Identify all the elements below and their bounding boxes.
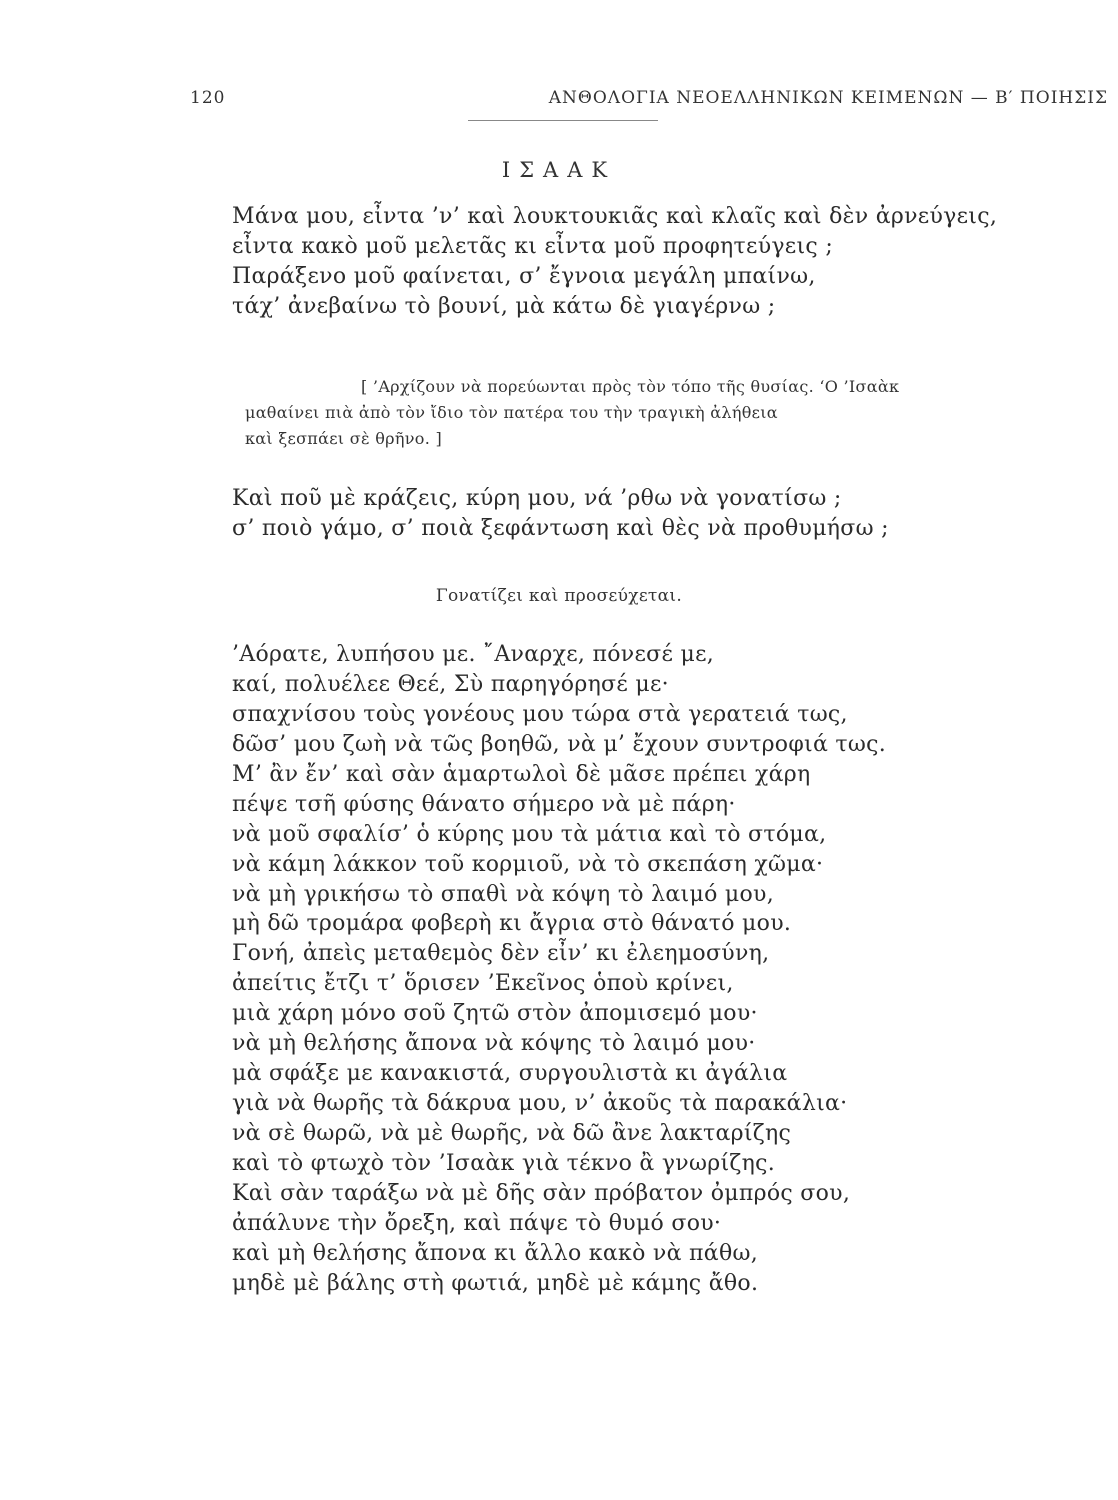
verse-line: Καὶ ποῦ μὲ κράζεις, κύρη μου, νά ’ρθω νὰ γονατίσω ;: [232, 486, 842, 511]
header-rule: [468, 120, 658, 121]
verse-line: νὰ μὴ γρικήσω τὸ σπαθὶ νὰ κόψη τὸ λαιμό μου,: [232, 881, 775, 907]
stanza-1: [232, 202, 997, 322]
verse-line: τάχ’ ἀνεβαίνω τὸ βουνί, μὰ κάτω δὲ γιαγέρνω ;: [232, 293, 776, 319]
note-line: μαθαίνει πιὰ ἀπὸ τὸν ἴδιο τὸν πατέρα του τὴν τραγικὴ ἀλήθεια: [245, 403, 778, 422]
verse-line: ἀπάλυνε τὴν ὄρεξη, καὶ πάψε τὸ θυμό σου·: [232, 1210, 722, 1236]
verse-line: καὶ τὸ φτωχὸ τὸν ’Ισαὰκ γιὰ τέκνο ἂ γνωρίζης.: [232, 1150, 776, 1176]
verse-line: ’Αόρατε, λυπήσου με. ῎Αναρχε, πόνεσέ με,: [232, 642, 715, 667]
verse-line: σπαχνίσου τοὺς γονέους μου τώρα στὰ γερατειά τως,: [232, 701, 848, 727]
verse-line: μὴ δῶ τρομάρα φοβερὴ κι ἄγρια στὸ θάνατό μου.: [232, 911, 792, 937]
verse-line: νὰ μὴ θελήσης ἄπονα νὰ κόψης τὸ λαιμό μου·: [232, 1031, 756, 1057]
verse-line: νὰ μοῦ σφαλίσ’ ὁ κύρης μου τὰ μάτια καὶ τὸ στόμα,: [232, 821, 827, 847]
verse-line: νὰ κάμη λάκκον τοῦ κορμιοῦ, νὰ τὸ σκεπάση χῶμα·: [232, 851, 824, 877]
verse-line: καὶ μὴ θελήσης ἄπονα κι ἄλλο κακὸ νὰ πάθω,: [232, 1240, 759, 1266]
verse-line: εἶντα κακὸ μοῦ μελετᾶς κι εἶντα μοῦ προφητεύγεις ;: [232, 233, 834, 259]
verse-line: καί, πολυέλεε Θεέ, Σὺ παρηγόρησέ με·: [232, 671, 669, 697]
verse-line: γιὰ νὰ θωρῆς τὰ δάκρυα μου, ν’ ἀκοῦς τὰ παρακάλια·: [232, 1091, 848, 1117]
poem-title: ΙΣΑΑΚ: [501, 158, 617, 182]
verse-line: Μάνα μου, εἶντα ’ν’ καὶ λουκτουκιᾶς καὶ κλαῖς καὶ δὲν ἀρνεύγεις,: [232, 204, 998, 229]
stanza-2: [232, 484, 889, 544]
note-line: [ ’Αρχίζουν νὰ πορεύωνται πρὸς τὸν τόπο τῆς θυσίας. ‘Ο ’Ισαὰκ: [361, 377, 900, 396]
verse-line: νὰ σὲ θωρῶ, νὰ μὲ θωρῆς, νὰ δῶ ἂνε λακταρίζης: [232, 1121, 792, 1146]
verse-line: μιὰ χάρη μόνο σοῦ ζητῶ στὸν ἀπομισεμό μου·: [232, 1001, 758, 1027]
verse-line: Γονή, ἀπεὶς μεταθεμὸς δὲν εἶν’ κι ἐλεημοσύνη,: [232, 941, 770, 967]
note-line: καὶ ξεσπάει σὲ θρῆνο. ]: [245, 429, 443, 448]
stage-direction: Γονατίζει καὶ προσεύχεται.: [435, 586, 683, 606]
editorial-note: [245, 374, 1115, 452]
running-head: ΑΝΘΟΛΟΓΙΑ ΝΕΟΕΛΛΗΝΙΚΩΝ ΚΕΙΜΕΝΩΝ — Β′ ΠΟΙΗΣΙΣ: [548, 88, 1108, 108]
verse-line: μηδὲ μὲ βάλης στὴ φωτιά, μηδὲ μὲ κάμης ἄθο.: [232, 1270, 759, 1296]
verse-line: μὰ σφάξε με κανακιστά, συργουλιστὰ κι ἀγάλια: [232, 1061, 788, 1087]
page-header: [190, 88, 1108, 118]
verse-line: δῶσ’ μου ζωὴ νὰ τῶς βοηθῶ, νὰ μ’ ἔχουν συντροφιά τως.: [232, 731, 887, 757]
verse-line: ἀπείτις ἔτζι τ’ ὅρισεν ’Εκεῖνος ὁποὺ κρίνει,: [232, 971, 734, 997]
verse-line: πέψε τσῆ φύσης θάνατο σήμερο νὰ μὲ πάρη·: [232, 791, 736, 817]
verse-line: Μ’ ἂν ἔν’ καὶ σὰν ἁμαρτωλοὶ δὲ μᾶσε πρέπει χάρη: [232, 761, 811, 787]
stanza-3: [232, 640, 886, 1299]
verse-line: σ’ ποιὸ γάμο, σ’ ποιὰ ξεφάντωση καὶ θὲς νὰ προθυμήσω ;: [232, 515, 889, 541]
page-number: 120: [190, 88, 226, 108]
verse-line: Καὶ σὰν ταράξω νὰ μὲ δῆς σὰν πρόβατον ὀμπρός σου,: [232, 1180, 851, 1206]
verse-line: Παράξενο μοῦ φαίνεται, σ’ ἔγνοια μεγάλη μπαίνω,: [232, 263, 816, 289]
